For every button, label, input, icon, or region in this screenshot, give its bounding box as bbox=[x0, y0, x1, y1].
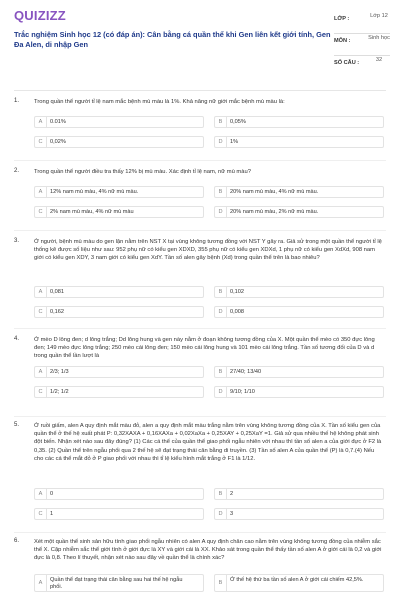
option-a[interactable] bbox=[34, 488, 204, 500]
option-text: 1 bbox=[50, 511, 54, 517]
option-text: 12% nam mù màu, 4% nữ mù màu. bbox=[50, 189, 139, 195]
option-text: 27/40; 13/40 bbox=[230, 369, 262, 375]
question-number: 5. bbox=[14, 422, 20, 428]
option-letter: B bbox=[215, 575, 227, 592]
option-b[interactable] bbox=[214, 186, 384, 198]
option-b[interactable] bbox=[214, 286, 384, 298]
option-text: 2% nam mù màu, 4% nữ mù màu bbox=[50, 209, 134, 215]
question-number: 4. bbox=[14, 336, 20, 342]
option-text: 0.01% bbox=[50, 119, 66, 125]
option-a[interactable] bbox=[34, 574, 204, 592]
question-text: Xét một quần thể sinh sản hữu tính giao phối ngẫu nhiên có alen A quy định chân cao nằm trên vùng không tương đồng của nhiễm sắc thể X. Cặp nhiễm sắc thể giới tính ở giới đực là XY và giới cái là XX. Khảo sát trong quần thể thấy tần số alen A ở giới cái là 0,2 và giới đực là 0,8. Theo lí thuyết, nhận xét nào sau đây về quần thể là chính xác? bbox=[34, 539, 382, 562]
option-letter: A bbox=[35, 117, 47, 128]
question-divider bbox=[14, 532, 386, 533]
question-4 bbox=[14, 336, 386, 416]
question-2 bbox=[14, 168, 386, 218]
option-d[interactable] bbox=[214, 206, 384, 218]
question-text: Ở người, bệnh mù màu do gen lặn nằm trên NST X tại vùng không tương đồng với NST Y gây ra. Giả sử trong một quần thể người tỉ lệ thống kê được số liệu như sau: 952 phụ nữ có kiểu gen XDXD, 355 phụ nữ có kiểu gen XDXd, 1 phụ nữ có kiểu gen XdXd, 908 nam giới có kiểu gen XDY, 3 nam giới có kiểu gen XdY. Tần số alen gây bệnh (Xd) trong quần thể trên là bao nhiêu? bbox=[34, 239, 382, 262]
option-letter: B bbox=[215, 187, 227, 198]
option-text: 9/10; 1/10 bbox=[230, 389, 255, 395]
meta-row-grade bbox=[334, 12, 390, 34]
option-text: 3 bbox=[230, 511, 234, 517]
option-letter: B bbox=[215, 287, 227, 298]
option-letter: D bbox=[215, 137, 227, 148]
option-b[interactable] bbox=[214, 488, 384, 500]
question-number: 6. bbox=[14, 538, 20, 544]
option-c[interactable] bbox=[34, 136, 204, 148]
option-a[interactable] bbox=[34, 186, 204, 198]
quizizz-logo[interactable]: QUIZIZZ bbox=[14, 8, 66, 23]
option-letter: B bbox=[215, 117, 227, 128]
option-text: 0,102 bbox=[230, 289, 244, 295]
question-divider bbox=[14, 160, 386, 161]
option-text: 1% bbox=[230, 139, 239, 145]
option-letter: C bbox=[35, 387, 47, 398]
question-text: Trong quần thể người điều tra thấy 12% bị mù màu. Xác định tỉ lệ nam, nữ mù màu? bbox=[34, 169, 251, 175]
header-divider bbox=[14, 90, 386, 91]
question-5 bbox=[14, 422, 386, 526]
option-letter: C bbox=[35, 509, 47, 520]
option-text: 20% nam mù màu, 4% nữ mù màu. bbox=[230, 189, 319, 195]
option-b[interactable] bbox=[214, 574, 384, 592]
option-text: 0 bbox=[50, 491, 54, 497]
meta-label: SỐ CÂU : bbox=[334, 60, 360, 66]
option-letter: C bbox=[35, 307, 47, 318]
page-title: Trắc nghiệm Sinh học 12 (có đáp án): Cân bằng cá quần thể khi Gen liên kết giới tính, Gen Đa Alen, di nhập Gen bbox=[14, 30, 331, 49]
option-d[interactable] bbox=[214, 136, 384, 148]
option-b[interactable] bbox=[214, 116, 384, 128]
question-6 bbox=[14, 538, 386, 600]
meta-value: Sinh học bbox=[368, 35, 390, 41]
header bbox=[14, 8, 390, 80]
meta-value: 32 bbox=[375, 57, 383, 63]
option-d[interactable] bbox=[214, 386, 384, 398]
option-c[interactable] bbox=[34, 206, 204, 218]
option-letter: A bbox=[35, 575, 47, 592]
question-number: 3. bbox=[14, 238, 20, 244]
meta-panel bbox=[334, 12, 390, 78]
meta-value: Lớp 12 bbox=[370, 13, 388, 19]
option-text: 2 bbox=[230, 491, 234, 497]
option-letter: D bbox=[215, 307, 227, 318]
option-letter: D bbox=[215, 387, 227, 398]
option-text: 20% nam mù màu, 2% nữ mù màu. bbox=[230, 209, 319, 215]
option-letter: B bbox=[215, 489, 227, 500]
meta-row-subject bbox=[334, 34, 390, 56]
question-divider bbox=[14, 416, 386, 417]
meta-label: LỚP : bbox=[334, 16, 350, 22]
option-d[interactable] bbox=[214, 306, 384, 318]
question-number: 2. bbox=[14, 168, 20, 174]
question-1 bbox=[14, 98, 386, 148]
option-letter: B bbox=[215, 367, 227, 378]
option-a[interactable] bbox=[34, 116, 204, 128]
option-c[interactable] bbox=[34, 386, 204, 398]
question-number: 1. bbox=[14, 98, 20, 104]
option-text: 2/3; 1/3 bbox=[50, 369, 69, 375]
option-letter: D bbox=[215, 509, 227, 520]
option-a[interactable] bbox=[34, 366, 204, 378]
question-3 bbox=[14, 238, 386, 318]
option-a[interactable] bbox=[34, 286, 204, 298]
option-text: 0,02% bbox=[50, 139, 66, 145]
option-text: 1/2; 1/2 bbox=[50, 389, 69, 395]
question-text: Ở mèo D lông đen; d lông trắng; Dd lông hung và gen này nằm ở đoạn không tương đồng của X. Một quần thể mèo có 350 đực lông đen; 149 mèo đực lông trắng; 250 mèo cái lông đen; 150 mèo cái lông hung và 101 mèo cái lông trắng. Tần số tương đối của D và d trong quần thể lần lượt là bbox=[34, 337, 375, 360]
option-letter: C bbox=[35, 137, 47, 148]
option-text: 0,05% bbox=[230, 119, 246, 125]
option-letter: C bbox=[35, 207, 47, 218]
option-letter: A bbox=[35, 287, 47, 298]
option-b[interactable] bbox=[214, 366, 384, 378]
question-text: Ở ruồi giấm, alen A quy định mắt màu đỏ, alen a quy định mắt màu trắng nằm trên vùng không tương đồng của X. Tần số kiểu gen của quần thể ở thế hệ xuất phát P: 0,32XAXA + 0,16XAXa + 0,02XaXa + 0,25XAY + 0,25XaY =1. Giả sử qua nhiều thế hệ không phát sinh đột biến. Nhận xét nào sau đây đúng? (1) Các cá thể của quần thể giao phối ngẫu nhiên với nhau thì tần số alen a của giới đực ở F2 là 0,35. (2) Quần thể trên ngẫu phối qua 2 thế hệ sẽ đạt trạng thái cân bằng di truyền. (3) Tần số alen A của quần thể (P) là 0,7.(4) Nếu cho các cá thể mắt đỏ ở P giao phối với nhau thì tỉ lệ kiểu hình mắt trắng ở F1 là 1/12. bbox=[34, 423, 382, 462]
option-text: 0,162 bbox=[50, 309, 64, 315]
option-letter: A bbox=[35, 367, 47, 378]
question-divider bbox=[14, 230, 386, 231]
meta-row-count bbox=[334, 56, 390, 78]
option-text: Ở thế hệ thứ ba tần số alen A ở giới cái chiếm 42,5%. bbox=[230, 576, 364, 583]
option-text: Quần thể đạt trạng thái cân bằng sau hai thế hệ ngẫu phối. bbox=[50, 576, 183, 590]
option-letter: A bbox=[35, 489, 47, 500]
option-c[interactable] bbox=[34, 508, 204, 520]
question-divider bbox=[14, 328, 386, 329]
option-letter: A bbox=[35, 187, 47, 198]
option-c[interactable] bbox=[34, 306, 204, 318]
meta-label: MÔN : bbox=[334, 38, 351, 44]
option-d[interactable] bbox=[214, 508, 384, 520]
option-text: 0,008 bbox=[230, 309, 244, 315]
option-letter: D bbox=[215, 207, 227, 218]
question-text: Trong quần thể người tỉ lệ nam mắc bệnh mù màu là 1%. Khả năng nữ giới mắc bệnh mù màu là: bbox=[34, 99, 285, 105]
option-text: 0,081 bbox=[50, 289, 64, 295]
